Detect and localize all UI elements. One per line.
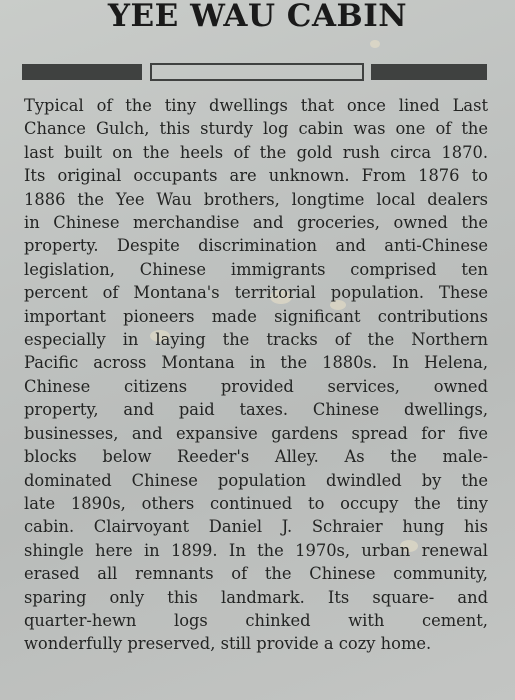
text-line: sparing only this landmark. Its square- and [24, 587, 488, 607]
text-line: property. Despite discrimination and anti-Chinese [24, 236, 488, 256]
text-line: erased all remnants of the Chinese community, [24, 564, 488, 584]
text-line: quarter-hewn logs chinked with cement, [24, 610, 488, 630]
plaque-title: YEE WAU CABIN [107, 0, 408, 34]
text-line: businesses, and expansive gardens spread for five [24, 423, 488, 443]
text-line: shingle here in 1899. In the 1970s, urban renewal [24, 540, 488, 560]
text-line: 1886 the Yee Wau brothers, longtime local dealers [24, 189, 488, 209]
text-line: cabin. Clairvoyant Daniel J. Schraier hung his [24, 517, 488, 537]
text-line: legislation, Chinese immigrants comprised ten [24, 259, 488, 279]
text-line: in Chinese merchandise and groceries, owned the [24, 213, 488, 233]
text-line: especially in laying the tracks of the Northern [24, 330, 488, 350]
surface-blemish [370, 40, 380, 48]
text-line: important pioneers made significant contributions [24, 306, 488, 326]
text-line: Its original occupants are unknown. From 1876 to [24, 166, 488, 186]
plaque-body-text [24, 94, 488, 656]
decorative-rule-right [371, 64, 487, 80]
decorative-rule-center [150, 63, 364, 81]
text-line: Chinese citizens provided services, owned [24, 376, 488, 396]
text-line: late 1890s, others continued to occupy the tiny [24, 493, 488, 513]
decorative-rule-left [22, 64, 142, 80]
text-line: last built on the heels of the gold rush circa 1870. [24, 142, 488, 162]
text-line: blocks below Reeder's Alley. As the male- [24, 447, 488, 467]
text-line: wonderfully preserved, still provide a cozy home. [24, 634, 432, 654]
text-line: Typical of the tiny dwellings that once lined Last [24, 96, 488, 115]
text-line: property, and paid taxes. Chinese dwellings, [24, 400, 488, 420]
text-line: percent of Montana's territorial population. These [24, 283, 488, 303]
text-line: Chance Gulch, this sturdy log cabin was one of the [24, 119, 488, 139]
text-line: Pacific across Montana in the 1880s. In Helena, [24, 353, 488, 373]
text-line: dominated Chinese population dwindled by the [24, 470, 488, 490]
